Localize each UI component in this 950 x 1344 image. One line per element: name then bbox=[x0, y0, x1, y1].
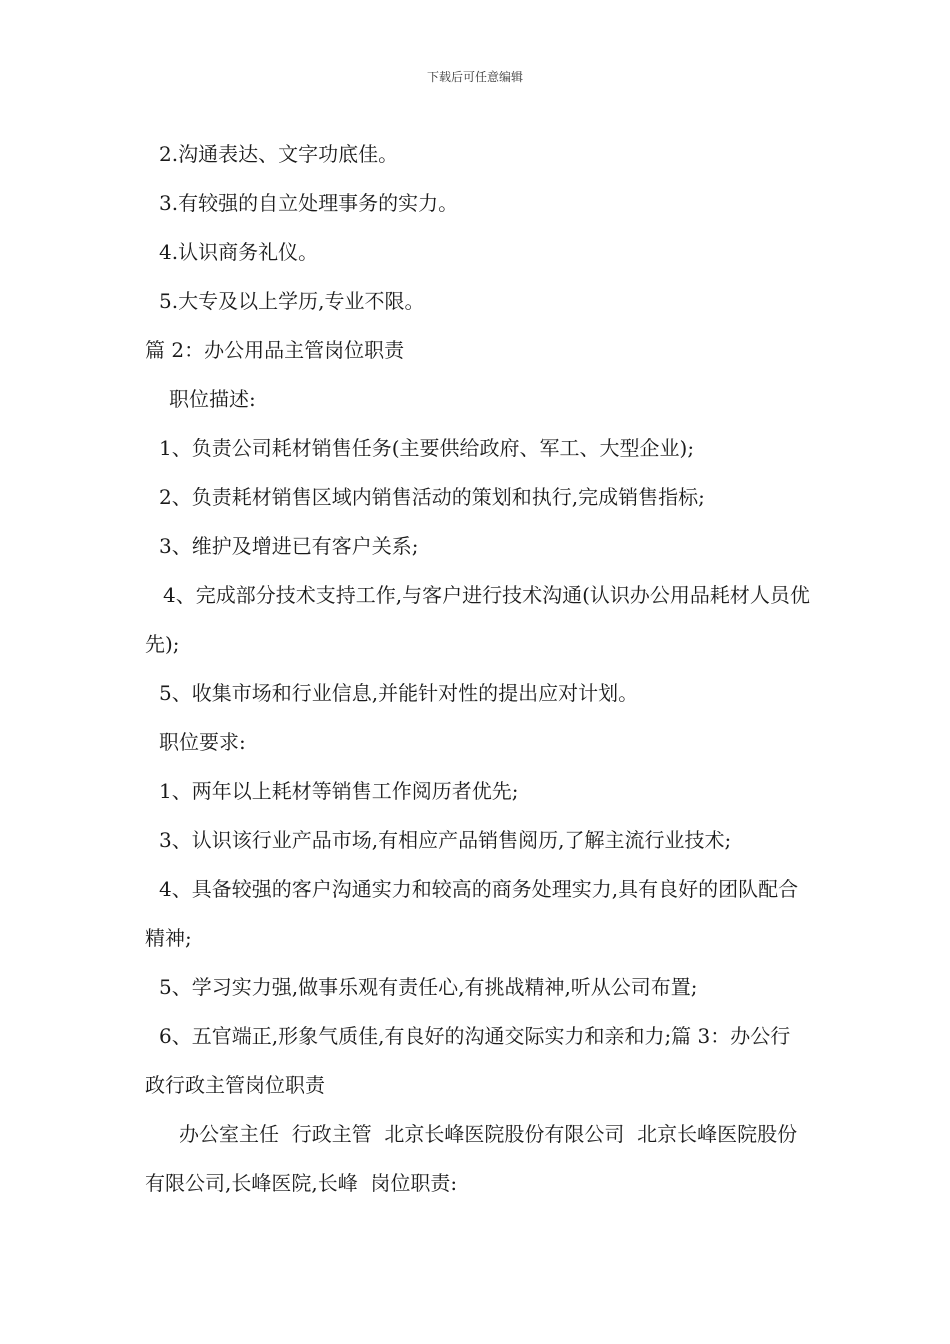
subsection-heading: 职位要求: bbox=[159, 730, 246, 754]
requirement-line: 5.大专及以上学历,专业不限。 bbox=[159, 289, 425, 313]
requirement-line: 1、两年以上耗材等销售工作阅历者优先; bbox=[159, 779, 519, 803]
document-body bbox=[145, 130, 810, 1208]
requirement-line: 4.认识商务礼仪。 bbox=[159, 240, 319, 264]
duty-line: 4、完成部分技术支持工作,与客户进行技术沟通(认识办公用品耗材人员优先); bbox=[145, 583, 810, 656]
duty-line: 5、收集市场和行业信息,并能针对性的提出应对计划。 bbox=[159, 681, 639, 705]
body-paragraph: 办公室主任 行政主管 北京长峰医院股份有限公司 北京长峰医院股份有限公司,长峰医院,长峰 岗位职责: bbox=[145, 1122, 798, 1195]
requirement-line: 6、五官端正,形象气质佳,有良好的沟通交际实力和亲和力;篇 3：办公行政行政主管岗位职责 bbox=[145, 1024, 791, 1097]
subsection-heading: 职位描述: bbox=[169, 387, 256, 411]
requirement-line: 3.有较强的自立处理事务的实力。 bbox=[159, 191, 459, 215]
requirement-line: 3、认识该行业产品市场,有相应产品销售阅历,了解主流行业技术; bbox=[159, 828, 732, 852]
section-heading: 篇 2：办公用品主管岗位职责 bbox=[145, 338, 405, 362]
requirement-line: 2.沟通表达、文字功底佳。 bbox=[159, 142, 399, 166]
duty-line: 1、负责公司耗材销售任务(主要供给政府、军工、大型企业); bbox=[159, 436, 695, 460]
requirement-line: 4、具备较强的客户沟通实力和较高的商务处理实力,具有良好的团队配合精神; bbox=[145, 877, 799, 950]
duty-line: 2、负责耗材销售区域内销售活动的策划和执行,完成销售指标; bbox=[159, 485, 705, 509]
page-header: 下载后可任意编辑 bbox=[426, 70, 523, 84]
requirement-line: 5、学习实力强,做事乐观有责任心,有挑战精神,听从公司布置; bbox=[159, 975, 698, 999]
duty-line: 3、维护及增进已有客户关系; bbox=[159, 534, 419, 558]
